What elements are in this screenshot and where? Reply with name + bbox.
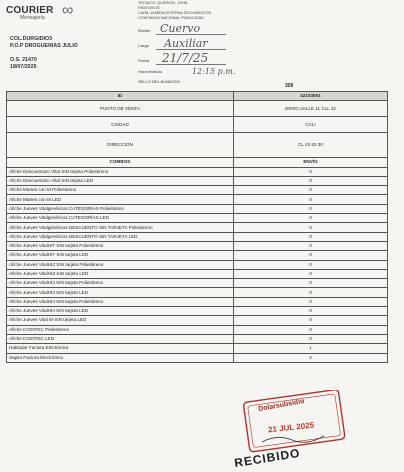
- reception-block: [138, 24, 288, 84]
- row-label: Afiche Descuentazo Vital SIN tarjeta Poliestireno: [7, 167, 234, 176]
- row-label: Afiche Jueves VitalHI4 SIN tarjeta Poliestireno: [7, 297, 234, 306]
- table-row: [7, 232, 388, 241]
- sello-label: SELLO DEL ALMACEN: [138, 79, 180, 84]
- row-label: Afiche Jueves VitalHI4 SIN tarjeta LED: [7, 307, 234, 316]
- sender-line: CONFIANZA NACIONAL PUBLICIDAD: [138, 16, 204, 20]
- meta-label: CIUDAD: [7, 117, 234, 133]
- table-row: [7, 334, 388, 343]
- table-row: [7, 214, 388, 223]
- section-header: [7, 158, 388, 167]
- table-row: [7, 176, 388, 185]
- stamp-top-text: Dolarsubsidio: [257, 397, 305, 414]
- row-value: 2: [234, 353, 388, 362]
- row-value: 0: [234, 316, 388, 325]
- table-row: [7, 223, 388, 232]
- fecha-line: [156, 64, 226, 65]
- received-stamp: [232, 390, 352, 470]
- table-row: [7, 167, 388, 176]
- row-label: Afiche Jueves Vitalgenéricos CATEGORÍAS Poliestireno: [7, 204, 234, 213]
- row-value: 0: [234, 232, 388, 241]
- header-value: 42103001: [234, 92, 388, 101]
- section-label: COMBOS: [7, 158, 234, 167]
- row-value: 1: [234, 344, 388, 353]
- stamp-received-text: RECIBIDO: [233, 445, 302, 471]
- meta-row: [7, 133, 388, 158]
- row-label: Sapito Factura Electrónica: [7, 353, 234, 362]
- row-label: Afiche Jueves VitalHIT SIN tarjeta Poliestireno: [7, 241, 234, 250]
- meta-value: DROG.VALLE 11 CLL 42: [234, 101, 388, 117]
- table-title: 309: [285, 83, 294, 89]
- hora-label: Hora recibido: [138, 69, 162, 74]
- meta-row: [7, 101, 388, 117]
- client-block: [10, 36, 78, 72]
- row-label: Afiche Jueves Vitalgenéricos DESCUENTO SIN TARJETA LED: [7, 232, 234, 241]
- row-value: 0: [234, 186, 388, 195]
- row-value: 0: [234, 223, 388, 232]
- meta-label: PUNTO DE VENTA: [7, 101, 234, 117]
- row-value: 0: [234, 167, 388, 176]
- logo-name: COURIER: [6, 5, 54, 16]
- row-value: 0: [234, 204, 388, 213]
- row-value: 0: [234, 279, 388, 288]
- sender-block: [138, 1, 211, 21]
- row-value: 0: [234, 269, 388, 278]
- row-label: Afiche Jueves VitalHIT SIN tarjeta LED: [7, 251, 234, 260]
- order-number: O.S. 21470: [10, 56, 37, 63]
- recibe-handwritten: Cuervo: [160, 22, 201, 35]
- table-row: [7, 241, 388, 250]
- row-value: 0: [234, 288, 388, 297]
- row-value: 0: [234, 325, 388, 334]
- table-row: [7, 288, 388, 297]
- logo-tagline: Mensajería: [20, 15, 45, 21]
- row-label: Afiche Jueves VitalHIZ SIN tarjeta Poliestireno: [7, 260, 234, 269]
- courier-logo: [6, 2, 76, 24]
- table-row: [7, 251, 388, 260]
- row-label: Afiche Martes con M LED: [7, 195, 234, 204]
- header-label: ID: [7, 92, 234, 101]
- table-row: [7, 260, 388, 269]
- row-label: Afiche Jueves VitalHIZ SIN tarjeta LED: [7, 269, 234, 278]
- row-label: Afiche ICONTEC LED: [7, 334, 234, 343]
- meta-value: CALI: [234, 117, 388, 133]
- sender-line: TECNICO: QUERION, JOHN: [138, 1, 188, 5]
- recibe-label: Recibe: [138, 28, 151, 33]
- row-value: 0: [234, 176, 388, 185]
- order-date: 18/07/2025: [10, 64, 37, 71]
- table-row: [7, 316, 388, 325]
- meta-label: DIRECCIÓN: [7, 133, 234, 158]
- row-label: Afiche ICONTEC Poliestireno: [7, 325, 234, 334]
- table-row: [7, 195, 388, 204]
- table-row: [7, 297, 388, 306]
- fecha-label: Fecha: [138, 58, 150, 63]
- row-value: 0: [234, 195, 388, 204]
- table-row: [7, 279, 388, 288]
- row-label: Afiche Jueves Vitalgenéricos CATEGORÍAS LED: [7, 214, 234, 223]
- fecha-handwritten: 21/7/25: [162, 51, 209, 65]
- table-row: [7, 325, 388, 334]
- row-label: Afiche Descuentazo Vital SIN tarjeta LED: [7, 176, 234, 185]
- stamp-date: 21 JUL 2025: [267, 420, 315, 435]
- table-row: [7, 307, 388, 316]
- meta-row: [7, 117, 388, 133]
- meta-value: CL 42 93 30: [234, 133, 388, 158]
- row-label: Afiche Jueves VitalHI3 SIN tarjeta LED: [7, 288, 234, 297]
- table-header: [7, 92, 388, 101]
- logo-mark-icon: ∞: [62, 2, 74, 19]
- section-value: ENVÍO: [234, 158, 388, 167]
- sender-line: REMITENTE: [138, 6, 160, 10]
- row-label: Afiche Martes con M Poliestireno: [7, 186, 234, 195]
- table-row: [7, 186, 388, 195]
- hora-handwritten: 12:15 p.m.: [192, 67, 236, 76]
- row-value: 0: [234, 251, 388, 260]
- table-row: [7, 269, 388, 278]
- table-row: [7, 344, 388, 353]
- row-value: 0: [234, 214, 388, 223]
- row-value: 0: [234, 241, 388, 250]
- row-value: 0: [234, 307, 388, 316]
- delivery-table: [6, 91, 388, 363]
- recibe-line: [156, 34, 226, 35]
- row-value: 0: [234, 260, 388, 269]
- row-label: Afiche Jueves VitalHI3 SIN tarjeta Poliestireno: [7, 279, 234, 288]
- client-line-1: COL.DURGIDIO3: [10, 36, 53, 42]
- client-line-2: P.O.P DROGUERIAS JULIO: [10, 43, 78, 50]
- table-row: [7, 204, 388, 213]
- sender-line: CARA. UMBRIA INTERNA DOCUMENTOS: [138, 11, 212, 15]
- cargo-handwritten: Auxiliar: [164, 37, 208, 50]
- table-row: [7, 353, 388, 362]
- row-label: Habladar Factura Electrónica: [7, 344, 234, 353]
- cargo-line: [156, 49, 226, 50]
- row-label: Afiche Jueves Vital M-SIN tarjeta LED: [7, 316, 234, 325]
- row-value: 0: [234, 334, 388, 343]
- row-value: 0: [234, 297, 388, 306]
- row-label: Afiche Jueves Vitalgenéricos DESCUENTO SIN TARJETA Poliestireno: [7, 223, 234, 232]
- cargo-label: Cargo: [138, 43, 149, 48]
